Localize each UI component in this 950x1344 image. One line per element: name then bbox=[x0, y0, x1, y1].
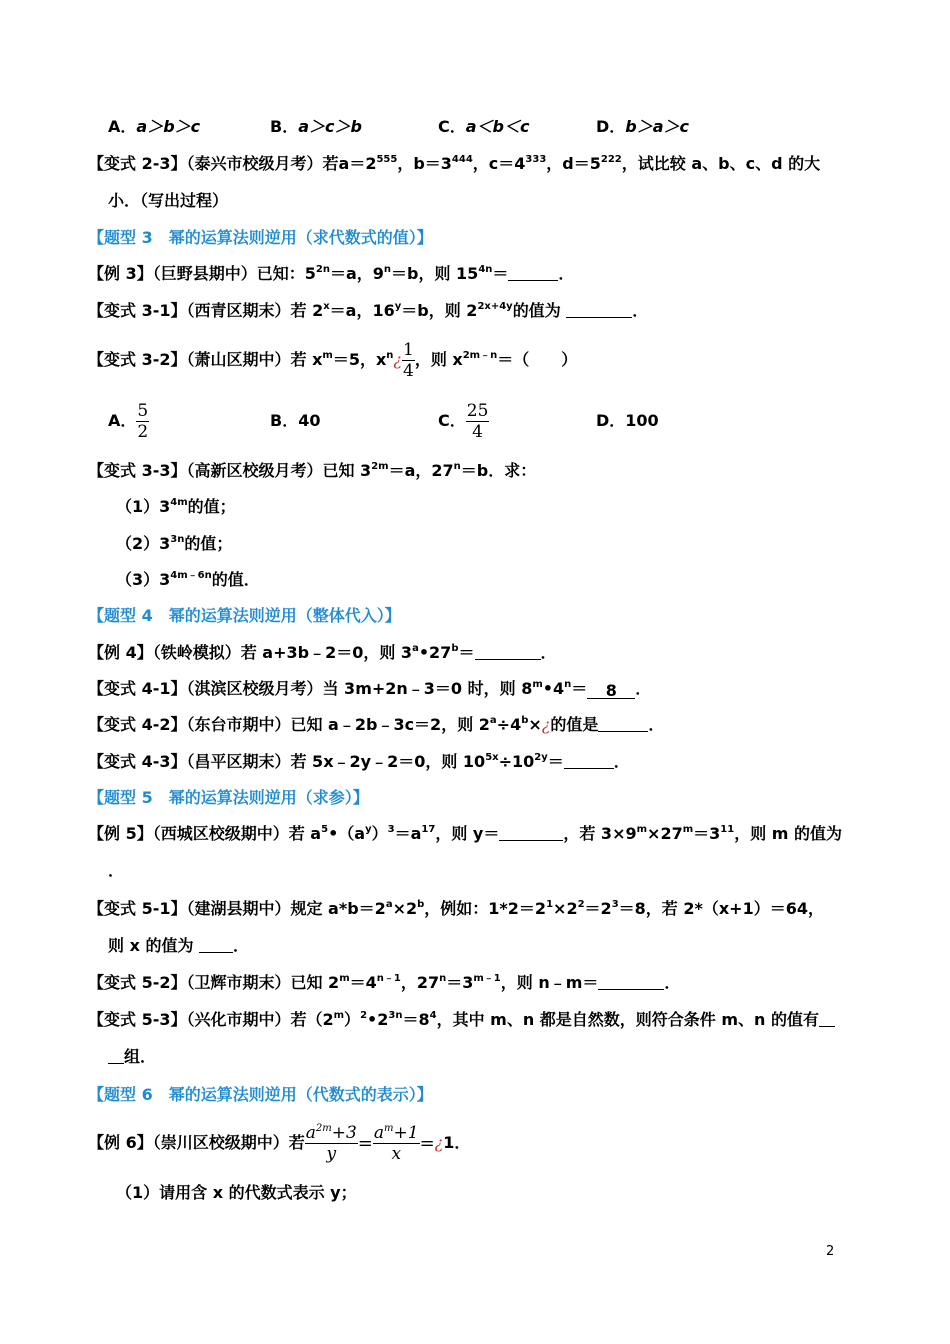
section-title-6: 【题型 6 幂的运算法则逆用（代数式的表示）】 bbox=[88, 1085, 433, 1104]
problem-4-2: 【变式 4-2】（东台市期中）已知 a﹣2b﹣3c＝2，则 $2^a\div 4^b\times¿$的值是 ． bbox=[88, 715, 665, 734]
example-5-line2: ． bbox=[108, 861, 125, 880]
answer-blank[interactable]: 8 bbox=[587, 680, 635, 699]
sub-question-3: $(3)3^{4m﹣6n}$的值． bbox=[116, 570, 260, 589]
option-b: B．40 bbox=[270, 411, 321, 430]
problem-5-3: 【变式 5-3】（兴化市期中）若$(2^m)^2•2^{3n}=8^4$，其中 m、n 都是自然数，则符合条件 m、n 的值有 bbox=[88, 1009, 835, 1031]
answer-blank[interactable] bbox=[499, 824, 563, 841]
problem-3-1: 【变式 3-1】（西青区期末）若 $2^x=a$，$16^y=b$，则 $2^{2x+4y}$的值为 ． bbox=[88, 301, 649, 320]
fraction-one-quarter: $\frac{1}{4}$ bbox=[402, 340, 414, 381]
fraction-2: $\frac{a^m+1}{x}$ bbox=[373, 1123, 419, 1164]
option-a: A．a＞b＞c bbox=[108, 117, 201, 136]
example-6: 【例 6】（崇川区校级期中）若 $\frac{a^{2m}+3}{y}$ = $\frac{a^m+1}{x}$ =¿1． bbox=[88, 1123, 471, 1164]
option-d: D．b＞a＞c bbox=[596, 117, 690, 136]
problem-3-3: 【变式 3-3】（高新区校级月考）已知 $3^{2m}=a$，$27^n=b$．求： bbox=[88, 461, 537, 480]
problem-4-3: 【变式 4-3】（昌平区期末）若 5x﹣2y﹣2＝0，则 $10^{5x}\div 10^{2y}=$ ． bbox=[88, 752, 630, 771]
example-5: 【例 5】（西城区校级期中）若 $a^5•(a^y)^3=a^{17}$，则 y＝ ，若 $3\times 9^m\times 27^m=3^{11}$，则 m 的值为 bbox=[88, 824, 843, 843]
answer-blank[interactable] bbox=[819, 1010, 835, 1027]
option-b: B．a＞c＞b bbox=[270, 117, 362, 136]
example-4: 【例 4】（铁岭模拟）若 a+3b﹣2＝0，则 $3^a•27^b=$ ． bbox=[88, 643, 557, 662]
answer-blank[interactable] bbox=[199, 936, 233, 953]
answer-blank[interactable] bbox=[598, 973, 664, 990]
answer-blank[interactable] bbox=[508, 264, 558, 281]
section-title-5: 【题型 5 幂的运算法则逆用（求参）】 bbox=[88, 788, 369, 807]
answer-blank[interactable] bbox=[475, 643, 541, 660]
option-c: C． $\frac{25}{4}$ bbox=[438, 401, 489, 442]
answer-blank[interactable] bbox=[108, 1047, 124, 1064]
problem-4-1: 【变式 4-1】（淇滨区校级月考）当 3m+2n﹣3＝0 时，则 $8^m•4^n= 8$ ． bbox=[88, 679, 652, 700]
page-number: 2 bbox=[826, 1244, 835, 1259]
example-3: 【例 3】（巨野县期中）已知：$5^{2n}=a$，$9^n=b$，则 $15^{4n}=$ ． bbox=[88, 264, 575, 283]
answer-blank[interactable] bbox=[564, 752, 614, 769]
answer-blank[interactable] bbox=[598, 715, 648, 732]
answer-blank[interactable] bbox=[566, 301, 632, 318]
sub-question-2: $(2)3^{3n}$的值； bbox=[116, 534, 233, 553]
fraction-1: $\frac{a^{2m}+3}{y}$ bbox=[305, 1123, 357, 1164]
problem-5-1-line2: 则 x 的值为 ． bbox=[108, 936, 250, 955]
problem-3-2: 【变式 3-2】（萧山区期中）若 $x^m=5$，$x^n¿$ $\frac{1}{4}$ ，则 $x^{2m﹣n}=$（ ） bbox=[88, 340, 578, 381]
sub-question-1: $(1)3^{4m}$的值； bbox=[116, 497, 236, 516]
problem-5-3-line2: 组． bbox=[108, 1046, 156, 1068]
problem-2-3-line2: 小．（写出过程） bbox=[108, 191, 229, 210]
problem-2-3: 【变式 2-3】（泰兴市校级月考）若$a=2^{555}$，$b=3^{444}$，$c=4^{333}$，$d=5^{222}$，试比较 a、b、c、d 的大 bbox=[88, 154, 821, 173]
option-a: A． $\frac{5}{2}$ bbox=[108, 401, 149, 442]
section-title-4: 【题型 4 幂的运算法则逆用（整体代入）】 bbox=[88, 606, 401, 625]
option-c: C．a＜b＜c bbox=[438, 117, 530, 136]
problem-5-2: 【变式 5-2】（卫辉市期末）已知 $2^m=4^{n﹣1}$，$27^n=3^{m﹣1}$，则 n﹣m＝ ． bbox=[88, 973, 681, 992]
section-title-3: 【题型 3 幂的运算法则逆用（求代数式的值）】 bbox=[88, 228, 433, 247]
problem-5-1: 【变式 5-1】（建湖县期中）规定 $a*b=2^a\times 2^b$，例如：$1*2=2^1\times 2^2=2^3=8$，若 2*（x+1）＝64， bbox=[88, 899, 824, 918]
example-6-sub-question-1: （1）请用含 x 的代数式表示 y； bbox=[116, 1183, 357, 1202]
option-d: D．100 bbox=[596, 411, 659, 430]
